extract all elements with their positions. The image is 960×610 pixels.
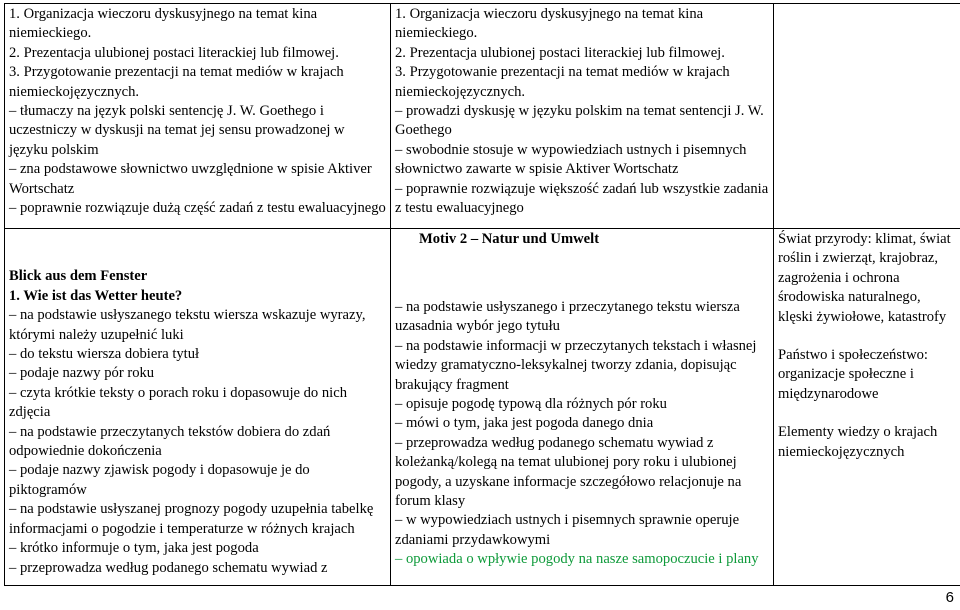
row1-middle-line: – poprawnie rozwiązuje większość zadań lub wszystkie zadania z testu ewaluacyjnego [395,180,769,217]
topic-block-countries: Elementy wiedzy o krajach niemieckojęzycznych [778,424,938,460]
row2-middle-line: – przeprowadza według podanego schematu wywiad z koleżanką/kolegą na temat ulubionej pory roku i ulubionej pogody, a uzyskane informacje szczegółowo relacjonuje na forum klasy [395,434,742,510]
row2-left-line: – na podstawie przeczytanych tekstów dobiera do zdań odpowiednie dokończenia [9,423,331,460]
row2-middle-line: – na podstawie informacji w przeczytanych tekstach i własnej wiedzy gramatyczno-leksykalnej tworzy zdania, dopisując brakujący fragment [395,337,757,393]
row1-left-line: – poprawnie rozwiązuje dużą część zadań z testu ewaluacyjnego [9,200,386,217]
row1-middle-cell [391,4,774,229]
row2-middle-line: – mówi o tym, jaka jest pogoda danego dnia [395,415,654,432]
row1-right-cell [774,4,960,229]
row1-left-cell [5,4,391,229]
row2-left-line: – na podstawie usłyszanego tekstu wiersza wskazuje wyrazy, którymi należy uzupełnić luki [9,307,366,343]
row2-left-line: – przeprowadza według podanego schematu wywiad z [9,559,328,576]
row2-middle-line-green: – opowiada o wpływie pogody na nasze samopoczucie i plany [395,551,759,568]
spacer [778,404,958,423]
table-row-1 [5,4,960,229]
subsection-heading: 1. Wie ist das Wetter heute? [9,287,183,304]
row2-left-line: – na podstawie usłyszanej prognozy pogody uzupełnia tabelkę informacjami o pogodzie i temperaturze w różnych krajach [9,501,374,537]
spacer [778,327,958,346]
topic-block-state: Państwo i społeczeństwo: organizacje społeczne i międzynarodowe [778,347,928,402]
row1-left-line: 1. Organizacja wieczoru dyskusyjnego na temat kina niemieckiego. [9,6,318,42]
row1-middle-line: 3. Przygotowanie prezentacji na temat mediów w krajach niemieckojęzycznych. [395,64,730,100]
row1-left-line: – zna podstawowe słownictwo uwzględnione w spisie Aktiver Wortschatz [9,161,372,197]
row2-left-line: – podaje nazwy zjawisk pogody i dopasowuje je do piktogramów [9,462,310,498]
row2-middle-line: – na podstawie usłyszanego i przeczytanego tekstu wiersza uzasadnia wybór jego tytułu [395,299,740,335]
row1-middle-line: 2. Prezentacja ulubionej postaci literackiej lub filmowej. [395,44,725,61]
row2-left-line: – czyta krótkie teksty o porach roku i dopasowuje do nich zdjęcia [9,384,348,421]
spacer [9,249,387,267]
row2-middle-line: – opisuje pogodę typową dla różnych pór roku [395,396,667,413]
row2-left-line: – do tekstu wiersza dobiera tytuł [9,346,200,363]
section-heading: Blick aus dem Fenster [9,268,148,285]
table-row-2 [5,229,960,586]
row2-right-cell [774,229,960,586]
row1-middle-line: – swobodnie stosuje w wypowiedziach ustnych i pisemnych słownictwo zawarte w spisie Aktiver Wortschatz [395,141,747,178]
motiv-heading: Motiv 2 – Natur und Umwelt [418,231,600,247]
row2-left-line: – podaje nazwy pór roku [9,365,155,382]
row2-middle-line: – w wypowiedziach ustnych i pisemnych sprawnie operuje zdaniami przydawkowymi [395,512,740,548]
row2-left-line: – krótko informuje o tym, jaka jest pogoda [9,540,259,557]
row1-left-line: 2. Prezentacja ulubionej postaci literackiej lub filmowej. [9,44,339,61]
page-number: 6 [945,589,954,606]
row1-middle-line: 1. Organizacja wieczoru dyskusyjnego na temat kina niemieckiego. [395,6,704,42]
row1-left-line: 3. Przygotowanie prezentacji na temat mediów w krajach niemieckojęzycznych. [9,64,344,100]
topic-block-nature: Świat przyrody: klimat, świat roślin i zwierząt, krajobraz, zagrożenia i ochrona środowiska naturalnego, klęski żywiołowe, katastrofy [778,231,951,325]
row2-middle-cell [391,229,774,586]
curriculum-table [4,3,960,586]
row1-left-line: – tłumaczy na język polski sentencję J. W. Goethego i uczestniczy w dyskusji na temat jej sensu prowadzonej w języku polskim [9,103,345,158]
row1-middle-line: – prowadzi dyskusję w języku polskim na temat sentencji J. W. Goethego [395,103,764,139]
